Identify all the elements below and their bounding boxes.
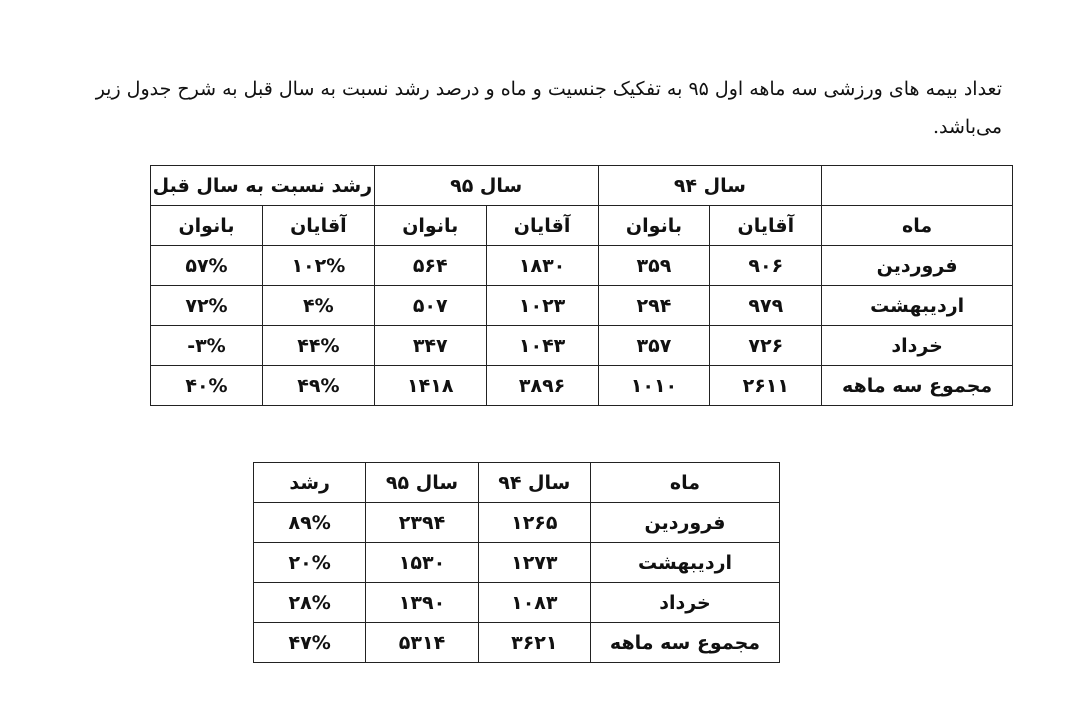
table-subheader-row bbox=[151, 206, 1013, 246]
growth-cell: ۲۰% bbox=[254, 543, 366, 583]
growth-cell: ۴۰% bbox=[151, 366, 263, 406]
table-header-row bbox=[254, 463, 780, 503]
value-cell: ۳۸۹۶ bbox=[486, 366, 598, 406]
month-cell: اردیبهشت bbox=[590, 543, 779, 583]
intro-line-2: می‌باشد. bbox=[932, 116, 1002, 138]
value-cell: ۵۰۷ bbox=[374, 286, 486, 326]
value-cell: ۲۶۱۱ bbox=[710, 366, 822, 406]
value-cell: ۵۳۱۴ bbox=[366, 623, 478, 663]
value-cell: ۱۰۸۳ bbox=[478, 583, 590, 623]
table-row bbox=[151, 246, 1013, 286]
value-cell: ۹۰۶ bbox=[710, 246, 822, 286]
value-cell: ۱۴۱۸ bbox=[374, 366, 486, 406]
growth-cell: ۴۹% bbox=[262, 366, 374, 406]
header-growth: رشد bbox=[254, 463, 366, 503]
header-men-growth: آقایان bbox=[262, 206, 374, 246]
growth-cell: ۸۹% bbox=[254, 503, 366, 543]
value-cell: ۳۶۲۱ bbox=[478, 623, 590, 663]
header-month: ماه bbox=[822, 206, 1013, 246]
value-cell: ۲۳۹۴ bbox=[366, 503, 478, 543]
gender-breakdown-table bbox=[150, 165, 1013, 406]
header-year-94: سال ۹۴ bbox=[478, 463, 590, 503]
header-month: ماه bbox=[590, 463, 779, 503]
value-cell: ۱۵۳۰ bbox=[366, 543, 478, 583]
table-row bbox=[254, 583, 780, 623]
growth-cell: ۵۷% bbox=[151, 246, 263, 286]
table-total-row bbox=[151, 366, 1013, 406]
value-cell: ۷۲۶ bbox=[710, 326, 822, 366]
table-row bbox=[151, 326, 1013, 366]
table-header-row bbox=[151, 166, 1013, 206]
month-cell: فروردین bbox=[590, 503, 779, 543]
growth-cell: ۴% bbox=[262, 286, 374, 326]
header-year-94: سال ۹۴ bbox=[598, 166, 822, 206]
table-row bbox=[254, 543, 780, 583]
month-cell: فروردین bbox=[822, 246, 1013, 286]
value-cell: ۱۲۷۳ bbox=[478, 543, 590, 583]
value-cell: ۲۹۴ bbox=[598, 286, 710, 326]
month-cell: خرداد bbox=[590, 583, 779, 623]
month-cell: مجموع سه ماهه bbox=[822, 366, 1013, 406]
growth-cell: ۱۰۲% bbox=[262, 246, 374, 286]
header-blank-cell bbox=[822, 166, 1013, 206]
header-women-94: بانوان bbox=[598, 206, 710, 246]
header-growth: رشد نسبت به سال قبل bbox=[151, 166, 375, 206]
month-cell: خرداد bbox=[822, 326, 1013, 366]
intro-line-1: تعداد بیمه های ورزشی سه ماهه اول ۹۵ به تفکیک جنسیت و ماه و درصد رشد نسبت به سال قبل به شرح جدول زیر bbox=[95, 78, 1002, 100]
value-cell: ۳۵۹ bbox=[598, 246, 710, 286]
header-men-94: آقایان bbox=[710, 206, 822, 246]
value-cell: ۵۶۴ bbox=[374, 246, 486, 286]
growth-cell: ۲۸% bbox=[254, 583, 366, 623]
table-row bbox=[151, 286, 1013, 326]
growth-cell: -۳% bbox=[151, 326, 263, 366]
growth-cell: ۴۷% bbox=[254, 623, 366, 663]
value-cell: ۱۰۲۳ bbox=[486, 286, 598, 326]
value-cell: ۱۰۴۳ bbox=[486, 326, 598, 366]
growth-cell: ۷۲% bbox=[151, 286, 263, 326]
header-women-95: بانوان bbox=[374, 206, 486, 246]
value-cell: ۱۳۹۰ bbox=[366, 583, 478, 623]
value-cell: ۱۲۶۵ bbox=[478, 503, 590, 543]
intro-paragraph bbox=[30, 70, 1002, 146]
totals-table bbox=[253, 462, 780, 663]
month-cell: اردیبهشت bbox=[822, 286, 1013, 326]
table-total-row bbox=[254, 623, 780, 663]
value-cell: ۱۰۱۰ bbox=[598, 366, 710, 406]
value-cell: ۳۴۷ bbox=[374, 326, 486, 366]
header-men-95: آقایان bbox=[486, 206, 598, 246]
table-row bbox=[254, 503, 780, 543]
value-cell: ۱۸۳۰ bbox=[486, 246, 598, 286]
value-cell: ۹۷۹ bbox=[710, 286, 822, 326]
header-year-95: سال ۹۵ bbox=[366, 463, 478, 503]
header-year-95: سال ۹۵ bbox=[374, 166, 598, 206]
value-cell: ۳۵۷ bbox=[598, 326, 710, 366]
month-cell: مجموع سه ماهه bbox=[590, 623, 779, 663]
header-women-growth: بانوان bbox=[151, 206, 263, 246]
growth-cell: ۴۴% bbox=[262, 326, 374, 366]
